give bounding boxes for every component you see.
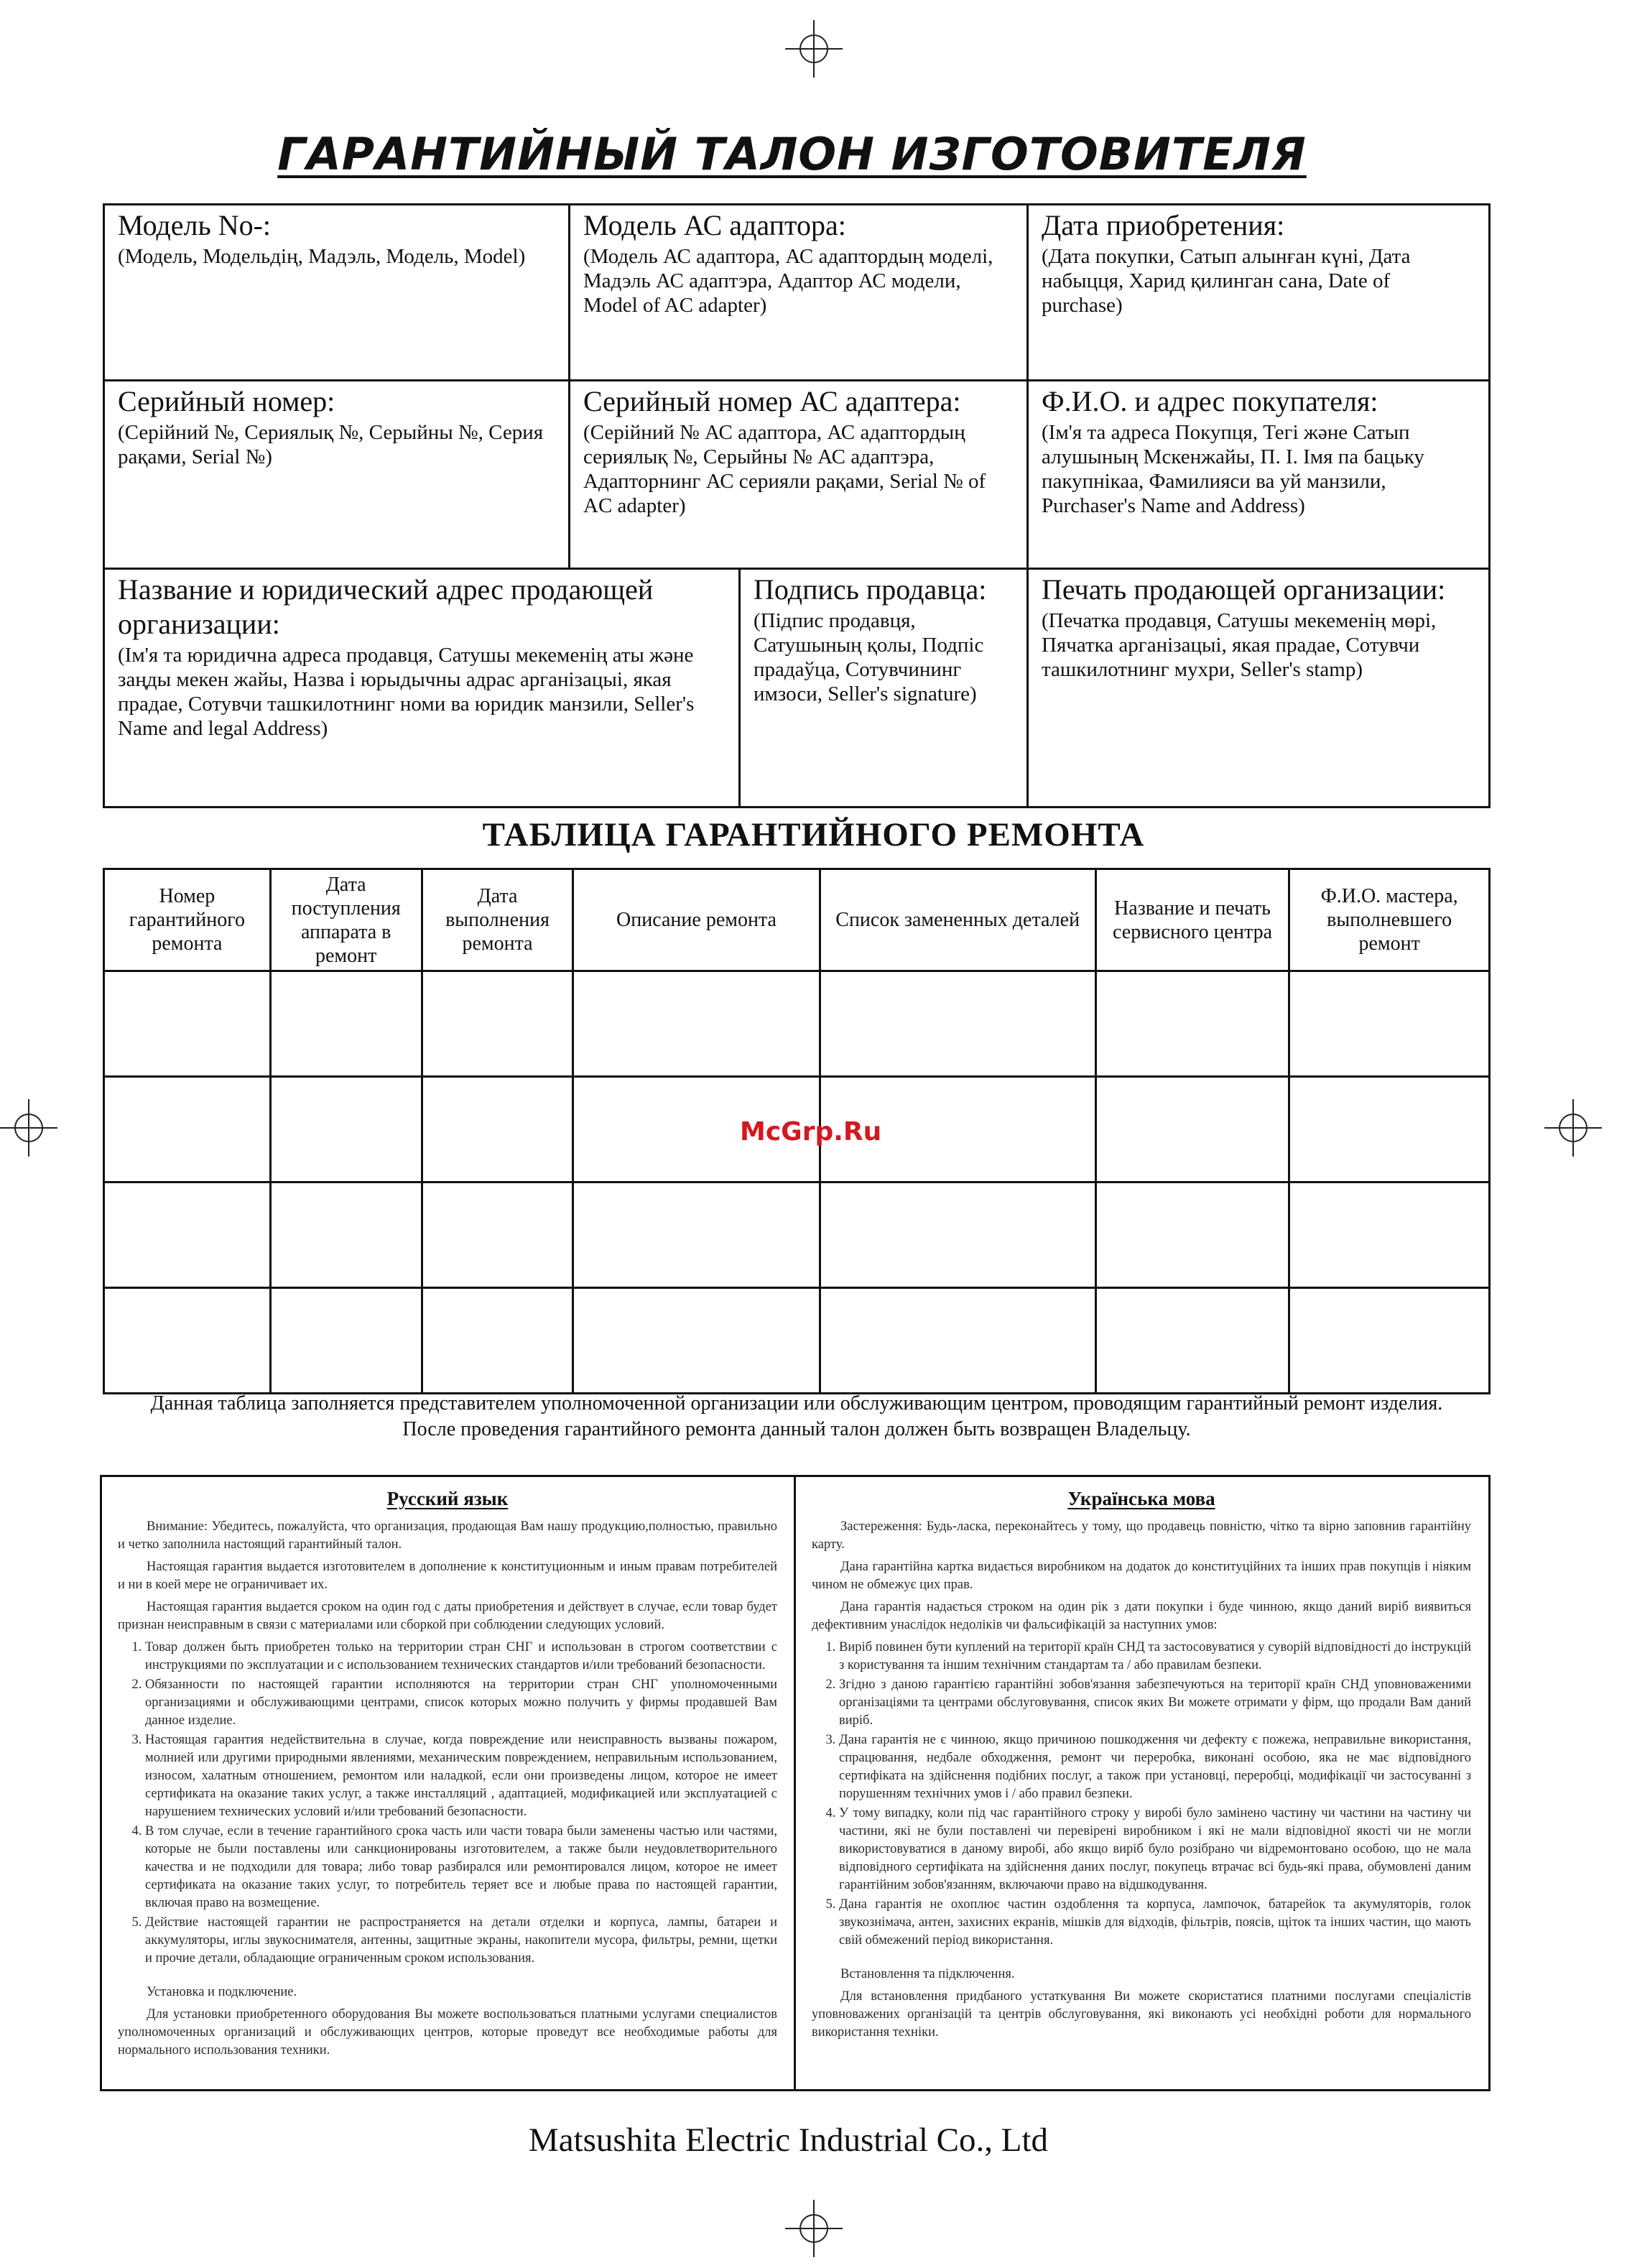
ukrainian-conditions-list (812, 1639, 1471, 1950)
list-item: 5. Действие настоящей гарантии не распространяется на детали отделки и корпуса, лампы, батареи и аккумуляторы, иглы звукоснимателя, антенны, защитные экраны, накопители мусора, фильтры, ремни, щетки и прочие детали, обладающие ограниченным сроком использования. (145, 1914, 777, 1968)
field-purchase-date[interactable]: Дата приобретения: (Дата покупки, Сатып алынған күні, Дата набыцця, Харид қилинган сана, Date of purchase) (1042, 209, 1411, 317)
ukrainian-paragraph: Дана гарантійна картка видається виробником на додаток до конституційних та інших прав покупців і ніяким чином не обмежує цих прав. (812, 1560, 1471, 1592)
russian-install-title: Установка и подключение. (147, 1985, 297, 1999)
list-item: 1. Товар должен быть приобретен только на территории стран СНГ и использован в строгом соответствии с инструкциями по эксплуатации и с использованием технических стандартов и/или требований безопасности. (145, 1639, 777, 1675)
table-cell[interactable] (573, 1288, 820, 1394)
list-item: 3. Дана гарантія не є чинною, якщо причиною пошкодження чи дефекту є пожежа, неправильне використання, спрацювання, недбале обходження, ремонт чи переробка, виконані особою, яка не має відповідного сертифіката на здійснення подібних послуг, а також при установці, переробці, модифікації чи застосуванні з порушенням технічних умов і / або правил безпеки. (839, 1731, 1471, 1803)
col-replaced-parts: Список замененных деталей (820, 869, 1095, 971)
registration-mark-right (1544, 1099, 1602, 1157)
warranty-form (103, 203, 1491, 808)
list-item: 2. Згідно з даною гарантією гарантійні зобов'язання забезпечуються на території країн СНД уповноваженими організаціями та центрами обслуговування, список яких Ви можете отримати у фірм, що продали Вам даний виріб. (839, 1676, 1471, 1730)
table-cell[interactable] (104, 1288, 271, 1394)
repair-table-header (104, 869, 1490, 971)
col-repair-description: Описание ремонта (573, 869, 820, 971)
list-item: 2. Обязанности по настоящей гарантии исполняются на территории стран СНГ уполномоченными организациями и обслуживающими центрами, список которых можно получить у фирмы продавшей Вам данное изделие. (145, 1676, 777, 1730)
registration-mark-top (785, 20, 843, 78)
russian-heading: Русский язык (386, 1488, 509, 1509)
russian-paragraph: Настоящая гарантия выдается сроком на один год с даты приобретения и действует в случае, если товар будет признан неисправным в связи с материалами или сборкой при соблюдении следующих условий. (118, 1600, 777, 1632)
russian-install-text: Для установки приобретенного оборудования Вы можете воспользоваться платными услугами специалистов уполномоченных организаций и обслуживающих центров, которые проведут все необходимые работы для нормального использования техники. (118, 2007, 777, 2058)
ukrainian-paragraph: Дана гарантія надається строком на один рік з дати покупки і буде чинною, якщо даний виріб виявиться дефективним унаслідок недоліків чи фальсифікацій за наступних умов: (812, 1600, 1471, 1632)
ukrainian-install-text: Для встановлення придбаного устаткування Ви можете скористатися платними послугами спеціалістів уповноважених організацій та центрів обслуговування, які виконають усі необхідні роботи для нормального використання техніки. (812, 1989, 1471, 2040)
table-cell[interactable] (422, 971, 573, 1077)
ukrainian-heading: Українська мова (1067, 1488, 1215, 1509)
table-cell[interactable] (1095, 971, 1289, 1077)
table-cell[interactable] (104, 1182, 271, 1288)
field-model[interactable]: Модель No-: (Модель, Модельдiң, Мадэль, Модель, Model) (118, 209, 526, 268)
field-ac-adapter-model[interactable]: Модель АС адаптора: (Модель АС адаптора, АС адаптордың моделi, Мадэль АС адаптэра, Адаптор АС модели, Model of AC adapter) (583, 209, 993, 317)
list-item: 5. Дана гарантія не охоплює частин оздоблення та корпуса, лампочок, батарейок та акумуляторів, голок звукознімача, антен, захисних екранів, мішків для відходів, фільтрів, поясів, щіток та інших частин, що мають свій обмежений період використання. (839, 1896, 1471, 1950)
table-cell[interactable] (270, 1077, 422, 1182)
company-footer: Matsushita Electric Industrial Co., Ltd (528, 2121, 1049, 2159)
note-line-1: Данная таблица заполняется представителем уполномоченной организации или обслуживающим центром, проводящим гарантийный ремонт изделия. (150, 1392, 1443, 1415)
field-ac-adapter-serial[interactable]: Серийный номер АС адаптера: (Серійний № АС адаптора, АС адаптордың сериялық №, Серыйны № АС адаптэра, Адапторнинг АС серияли рақами, Serial № of AC adapter) (583, 385, 986, 517)
table-cell[interactable] (104, 971, 271, 1077)
watermark: McGrp.Ru (740, 1117, 882, 1147)
table-cell[interactable] (270, 971, 422, 1077)
registration-mark-left (0, 1099, 57, 1157)
table-cell[interactable] (104, 1077, 271, 1182)
table-cell[interactable] (573, 971, 820, 1077)
field-serial-number[interactable]: Серийный номер: (Серійний №, Сериялық №, Серыйны №, Серия рақами, Serial №) (118, 385, 544, 468)
repair-table-title: ТАБЛИЦА ГАРАНТИЙНОГО РЕМОНТА (482, 816, 1145, 853)
terms-russian (102, 1476, 793, 2090)
field-seller-organization[interactable]: Название и юридический адрес продающей организации: (Ім'я та юридична адреса продавця, Сатушы мекеменің аты және заңды мекен жайы, Назва і юрыдычны адрас арганізацыі, якая прадае, Сотувчи ташкилотнинг номи ва юридик манзили, Seller's Name and legal Address) (118, 573, 695, 740)
table-row (104, 1288, 1490, 1394)
table-cell[interactable] (1289, 1182, 1490, 1288)
russian-conditions-list (118, 1639, 777, 1968)
page-title: ГАРАНТИЙНЫЙ ТАЛОН ИЗГОТОВИТЕЛЯ (277, 128, 1307, 180)
table-cell[interactable] (820, 971, 1095, 1077)
table-cell[interactable] (270, 1182, 422, 1288)
col-receipt-date: Дата поступления аппарата в ремонт (270, 869, 422, 971)
table-cell[interactable] (573, 1182, 820, 1288)
terms-ukrainian (796, 1476, 1487, 2090)
table-cell[interactable] (1095, 1182, 1289, 1288)
table-cell[interactable] (1095, 1077, 1289, 1182)
table-cell[interactable] (1289, 1288, 1490, 1394)
table-cell[interactable] (1095, 1288, 1289, 1394)
note-line-2: После проведения гарантийного ремонта данный талон должен быть возвращен Владельцу. (402, 1418, 1191, 1440)
table-row (104, 1182, 1490, 1288)
col-service-center: Название и печать сервисного центра (1095, 869, 1289, 971)
table-cell[interactable] (1289, 1077, 1490, 1182)
table-cell[interactable] (422, 1288, 573, 1394)
ukrainian-paragraph: Застереження: Будь-ласка, переконайтесь у тому, що продавець повністю, чітко та вірно заповнив гарантійну карту. (812, 1519, 1471, 1552)
col-completion-date: Дата выполнения ремонта (422, 869, 573, 971)
col-repair-number: Номер гарантийного ремонта (104, 869, 271, 971)
russian-paragraph: Внимание: Убедитесь, пожалуйста, что организация, продающая Вам нашу продукцию,полностью, правильно и четко заполнила настоящий гарантийный талон. (118, 1519, 777, 1552)
table-cell[interactable] (820, 1182, 1095, 1288)
ukrainian-install-title: Встановлення та підключення. (840, 1967, 1015, 1981)
table-cell[interactable] (422, 1077, 573, 1182)
field-buyer-name-address[interactable]: Ф.И.О. и адрес покупателя: (Ім'я та адреса Покупця, Тегі және Сатып алушының Мскенжайы, П. І. Імя па бацьку пакупнікаа, Фамилияси ва уй манзили, Purchaser's Name and Address) (1042, 385, 1424, 517)
list-item: 1. Виріб повинен бути куплений на території країн СНД та застосовуватися у суворій відповідності до інструкцій з користування та іншим технічним стандартам та / або правилам безпеки. (839, 1639, 1471, 1675)
list-item: 3. Настоящая гарантия недействительна в случае, когда повреждение или неисправность вызваны пожаром, молнией или другими природными явлениями, механическим повреждением, неправильным использованием, износом, халатным отношением, ремонтом или наладкой, если они произведены лицом, которое не имеет сертификата на оказание таких услуг, а также инсталляций , адаптацией, модификацией или эксплуатацией с нарушением технических условий и/или требований безопасности. (145, 1731, 777, 1821)
col-technician: Ф.И.О. мастера, выполневшего ремонт (1289, 869, 1490, 971)
table-note (103, 1391, 1491, 1443)
table-row (104, 971, 1490, 1077)
field-seller-stamp[interactable]: Печать продающей организации: (Печатка продавця, Сатушы мекеменің мөрі, Пячатка арганізацыі, якая прадае, Сотувчи ташкилотнинг мухри, Seller's stamp) (1042, 573, 1446, 681)
list-item: 4. В том случае, если в течение гарантийного срока часть или части товара были заменены частью или частями, которые не были поставлены или санкционированы изготовителем, а также были неудовлетворительного качества и не подходили для товара; либо товар разбирался или ремонтировался лицом, которое не имеет сертификата на оказание таких услуг, то потребитель теряет все и любые права по настоящей гарантии, включая право на возмещение. (145, 1823, 777, 1912)
field-seller-signature[interactable]: Подпись продавца: (Підпис продавця, Сатушының қолы, Подпіс прадаўца, Сотувчининг имзоси, Seller's signature) (754, 573, 987, 705)
table-cell[interactable] (422, 1182, 573, 1288)
table-cell[interactable] (270, 1288, 422, 1394)
russian-paragraph: Настоящая гарантия выдается изготовителем в дополнение к конституционным и иным правам потребителей и ни в коей мере не ограничивает их. (118, 1560, 777, 1592)
table-cell[interactable] (1289, 971, 1490, 1077)
list-item: 4. У тому випадку, коли під час гарантійного строку у виробі було замінено частину чи частини на частину чи частини, які не були поставлені чи перевірені виробником і які не мали відповідної якості чи не могли використовуватися в даному виробі, або якщо виріб було розібрано чи відремонтовано особою, що не мала відповідного сертифіката на здійснення даних послуг, покупець втрачає всі будь-які права, обумовлені даним гарантійним зобов'язанням, включаючи право на відшкодування. (839, 1805, 1471, 1894)
registration-mark-bottom (785, 2200, 843, 2257)
table-cell[interactable] (820, 1288, 1095, 1394)
